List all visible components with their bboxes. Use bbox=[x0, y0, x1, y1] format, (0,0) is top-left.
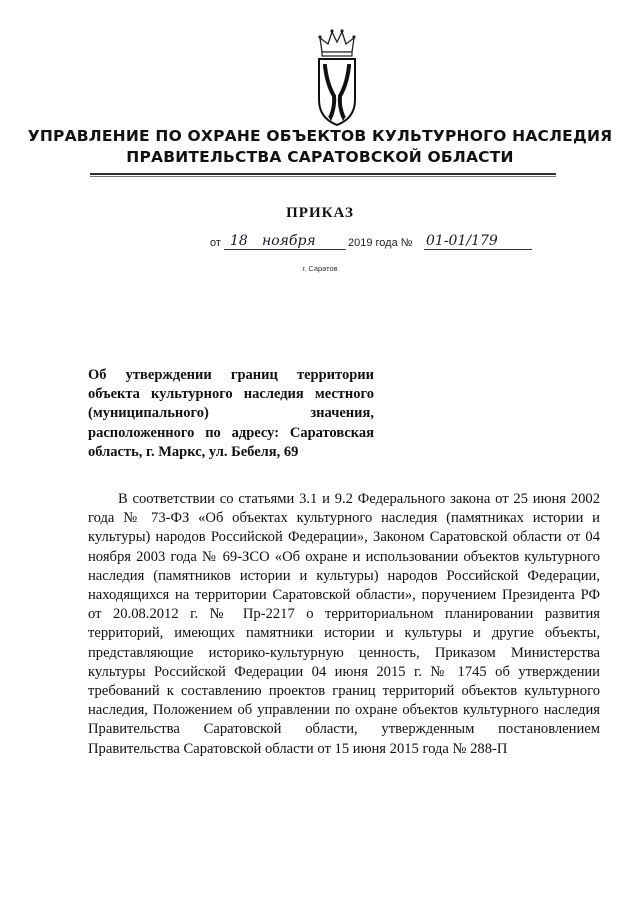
saratov-coat-of-arms-icon bbox=[314, 26, 360, 128]
order-number: 01-01/179 bbox=[426, 233, 498, 249]
document-title: ПРИКАЗ bbox=[286, 205, 354, 221]
header-divider-thin bbox=[90, 176, 556, 177]
organization-name-line-1: УПРАВЛЕНИЕ ПО ОХРАНЕ ОБЪЕКТОВ КУЛЬТУРНОГО НАСЛЕДИЯ bbox=[27, 127, 613, 145]
date-prefix: от bbox=[210, 237, 221, 249]
organization-name-line-2: ПРАВИТЕЛЬСТВА САРАТОВСКОЙ ОБЛАСТИ bbox=[126, 148, 514, 166]
header-divider bbox=[90, 173, 556, 175]
number-underline bbox=[424, 249, 532, 250]
order-body-paragraph: В соответствии со статьями 3.1 и 9.2 Федерального закона от 25 июня 2002 года № 73-ФЗ «Об объектах культурного наследия (памятниках истории и культуры) народов Российской Федерации», Законом Саратовской области от 04 ноября 2003 года № 69-ЗСО «Об охране и использовании объектов культурного наследия (памятников истории и культуры) народов Российской Федерации, находящихся на территории Саратовской области», поручением Президента РФ от 20.08.2012 г. № Пр-2217 о территориальном планировании развития территорий, имеющих памятники истории и культуры и другие объекты, представляющие историко-культурную ценность, Приказом Министерства культуры Российской Федерации 04 июня 2015 г. № 1745 об утверждении требований к составлению проектов границ территорий объектов культурного наследия, Положением об управлении по охране объектов культурного наследия Правительства Саратовской области, утвержденным постановлением Правительства Саратовской области от 15 июня 2015 года № 288-П bbox=[88, 491, 600, 757]
order-day: 18 bbox=[230, 233, 248, 249]
order-year: 2019 года № bbox=[348, 237, 413, 249]
date-underline bbox=[224, 249, 346, 250]
order-subject: Об утверждении границ территории объекта культурного наследия местного (муниципального) значения, расположенного по адресу: Саратовская область, г. Маркс, ул. Бебеля, 69 bbox=[88, 367, 374, 460]
document-city: г. Саратов bbox=[302, 264, 338, 273]
order-month: ноября bbox=[262, 233, 316, 249]
